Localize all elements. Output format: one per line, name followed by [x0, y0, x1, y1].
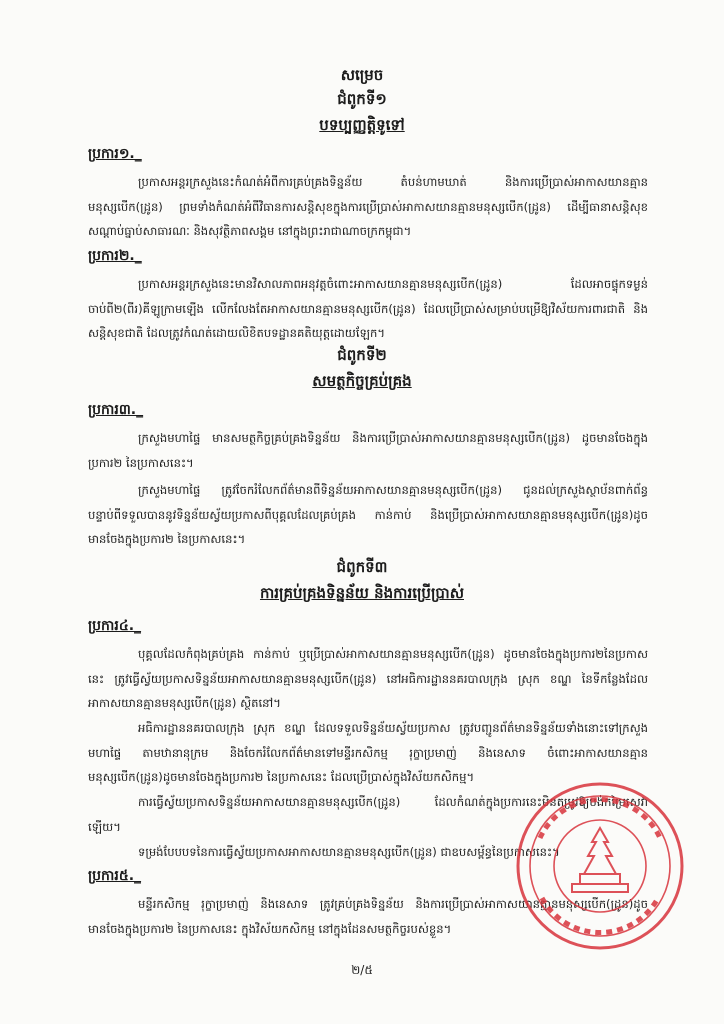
decision-heading: សម្រេច [340, 66, 384, 84]
article-5-label: ប្រការ៥._ [88, 868, 142, 884]
chapter-1-label: ជំពូកទី១ [337, 90, 387, 108]
chapter-2-title: សមត្ថកិច្ចគ្រប់គ្រង [312, 372, 412, 390]
article-3-paragraph-2: ក្រសួងមហាផ្ទៃ ត្រូវចែករំលែកព័ត៌មានពីទិន្នន័យអាកាសយានគ្មានមនុស្សបើក(ដ្រូន) ជូនដល់ក្រសួងស្ថាប័នពាក់ព័ន្ធ បន្ទាប់ពីទទួលបាននូវទិន្នន័យស្វ័យប្រកាសពីបុគ្គលដែលគ្រប់គ្រង កាន់កាប់ និងប្រើប្រាស់អាកាសយានគ្មានមនុស្សបើក(ដ្រូន)ដូចមានចែងក្នុងប្រការ២ នៃប្រកាសនេះ។ [88, 483, 648, 547]
article-1-label: ប្រការ១._ [88, 146, 142, 162]
article-4-paragraph-1: បុគ្គលដែលកំពុងគ្រប់គ្រង កាន់កាប់ ឬប្រើប្រាស់អាកាសយានគ្មានមនុស្សបើក(ដ្រូន) ដូចមានចែងក្នុងប្រការ២នៃប្រកាសនេះ ត្រូវធ្វើស្វ័យប្រកាសទិន្នន័យអាកាសយានគ្មានមនុស្សបើក(ដ្រូន) នៅអធិការដ្ឋាននគរបាលក្រុង ស្រុក ខណ្ឌ នៃទីកន្លែងដែលអាកាសយានគ្មានមនុស្សបើក(ដ្រូន) ស្ថិតនៅ។ [88, 647, 648, 711]
article-4-label: ប្រការ៤._ [88, 618, 142, 634]
article-4-paragraph-2: អធិការដ្ឋាននគរបាលក្រុង ស្រុក ខណ្ឌ ដែលទទួលទិន្នន័យស្វ័យប្រកាស ត្រូវបញ្ជូនព័ត៌មានទិន្នន័យទាំងនោះទៅក្រសួងមហាផ្ទៃ តាមឋានានុក្រម និងចែករំលែកព័ត៌មានទៅមន្ទីរកសិកម្ម រុក្ខាប្រមាញ់ និងនេសាទ ចំពោះអាកាសយានគ្មានមនុស្សបើក(ដ្រូន)ដូចមានចែងក្នុងប្រការ២ នៃប្រកាសនេះ ដែលប្រើប្រាស់ក្នុងវិស័យកសិកម្ម។ [88, 721, 648, 785]
article-1-paragraph: ប្រកាសអន្តរក្រសួងនេះកំណត់អំពីការគ្រប់គ្រងទិន្នន័យ តំបន់ហាមឃាត់ និងការប្រើប្រាស់អាកាសយានគ្មានមនុស្សបើក(ដ្រូន) ព្រមទាំងកំណត់អំពីវិធានការសន្តិសុខក្នុងការប្រើប្រាស់អាកាសយានគ្មានមនុស្សបើក(ដ្រូន) ដើម្បីធានាសន្តិសុខ សណ្តាប់ធ្នាប់សាធារណៈ និងសុវត្ថិភាពសង្គម នៅក្នុងព្រះរាជាណាចក្រកម្ពុជា។ [88, 175, 648, 239]
article-3-label: ប្រការ៣._ [88, 402, 144, 418]
article-2-label: ប្រការ២._ [88, 248, 142, 264]
chapter-1-title: បទប្បញ្ញត្តិទូទៅ [319, 116, 405, 134]
article-4-paragraph-3: ការធ្វើស្វ័យប្រកាសទិន្នន័យអាកាសយានគ្មានមនុស្សបើក(ដ្រូន) ដែលកំណត់ក្នុងប្រការនេះមិនតម្រូវឱ្យបង់កម្រៃសេវាឡើយ។ [88, 795, 648, 834]
chapter-3-title: ការគ្រប់គ្រងទិន្នន័យ និងការប្រើប្រាស់ [259, 584, 464, 602]
official-seal-icon [512, 778, 688, 954]
article-3-paragraph-1: ក្រសួងមហាផ្ទៃ មានសមត្ថកិច្ចគ្រប់គ្រងទិន្នន័យ និងការប្រើប្រាស់អាកាសយានគ្មានមនុស្សបើក(ដ្រូន) ដូចមានចែងក្នុងប្រការ២ នៃប្រកាសនេះ។ [88, 431, 648, 470]
chapter-3-label: ជំពូកទី៣ [336, 558, 388, 576]
chapter-2-label: ជំពូកទី២ [337, 346, 387, 364]
article-2-paragraph: ប្រកាសអន្តរក្រសួងនេះមានវិសាលភាពអនុវត្តចំពោះអាកាសយានគ្មានមនុស្សបើក(ដ្រូន) ដែលអាចផ្ទុកទម្ងន់ចាប់ពី២(ពីរ)គីឡូក្រាមឡើង លើកលែងតែអាកាសយានគ្មានមនុស្សបើក(ដ្រូន) ដែលប្រើប្រាស់សម្រាប់បម្រើឱ្យវិស័យការពារជាតិ និងសន្តិសុខជាតិ ដែលត្រូវកំណត់ដោយលិខិតបទដ្ឋានគតិយុត្តដោយឡែក។ [88, 277, 648, 341]
article-4-paragraph-4: ទម្រង់បែបបទនៃការធ្វើស្វ័យប្រកាសអាកាសយានគ្មានមនុស្សបើក(ដ្រូន) ជាឧបសម្ព័ន្ធនៃប្រកាសនេះ។ [138, 845, 560, 859]
page-number: ២/៥ [351, 963, 373, 977]
article-5-paragraph: មន្ទីរកសិកម្ម រុក្ខាប្រមាញ់ និងនេសាទ ត្រូវគ្រប់គ្រងទិន្នន័យ និងការប្រើប្រាស់អាកាសយានគ្មានមនុស្សបើក(ដ្រូន)ដូចមានចែងក្នុងប្រការ២ នៃប្រកាសនេះ ក្នុងវិស័យកសិកម្ម នៅក្នុងដែនសមត្ថកិច្ចរបស់ខ្លួន។ [88, 897, 648, 936]
